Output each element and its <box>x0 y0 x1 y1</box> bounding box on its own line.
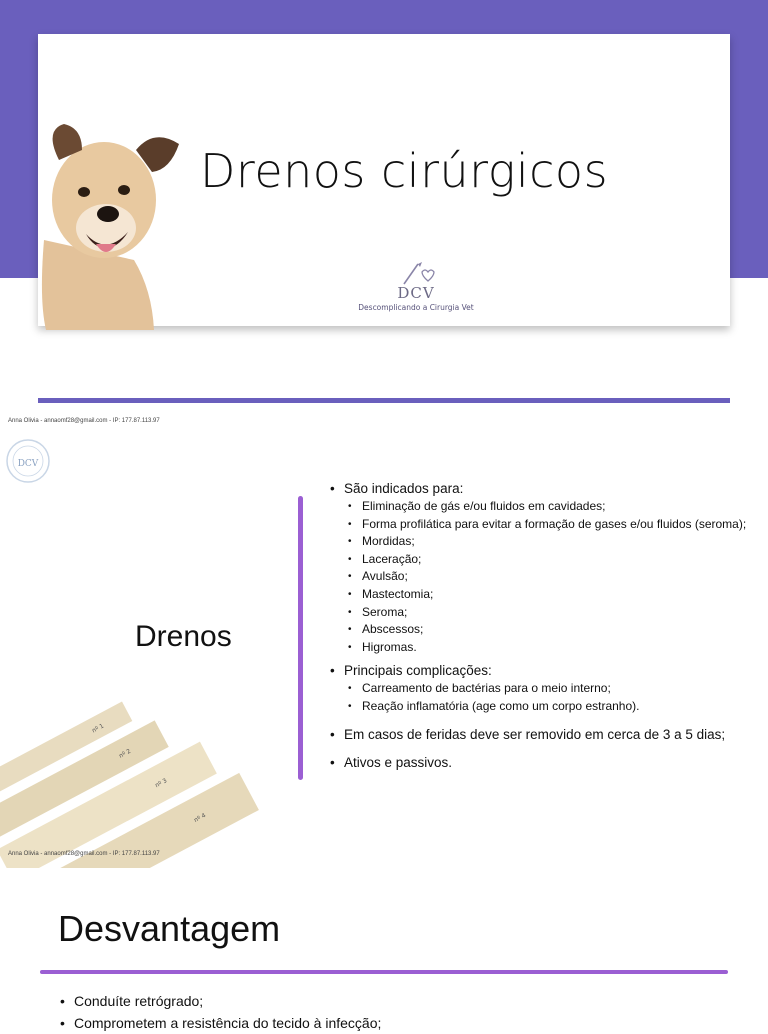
watermark-top: Anna Olivia - annaomf28@gmail.com - IP: 177.87.113.97 <box>8 418 160 424</box>
sub-bullet: • Higromas. <box>328 639 758 657</box>
bullet-indications: • São indicados para: <box>328 480 758 498</box>
sub-bullet: • Abscessos; <box>328 621 758 639</box>
sub-bullet: • Eliminação de gás e/ou fluidos em cavidades; <box>328 498 758 516</box>
accent-underline <box>40 970 728 974</box>
scalpel-heart-icon <box>396 260 436 286</box>
sub-bullet: • Carreamento de bactérias para o meio interno; <box>328 680 758 698</box>
desvantagem-bullet-list <box>58 990 738 1034</box>
bullet-types: • Ativos e passivos. <box>328 754 758 772</box>
drain-label-3: nº 3 <box>154 777 169 790</box>
drenos-bullet-list <box>328 480 758 772</box>
bullet-complications: • Principais complicações: <box>328 662 758 680</box>
logo-tagline: Descomplicando a Cirurgia Vet <box>358 303 474 312</box>
sub-bullet: • Seroma; <box>328 604 758 622</box>
title-card <box>38 34 730 326</box>
desvantagem-heading: Desvantagem <box>58 908 281 949</box>
sub-bullet: • Laceração; <box>328 551 758 569</box>
bullet-removal: • Em casos de feridas deve ser removido em cerca de 3 a 5 dias; <box>328 726 758 744</box>
bullet-item: • Conduíte retrógrado; <box>58 990 738 1012</box>
drain-label-4: nº 4 <box>192 812 208 825</box>
sub-bullet: • Reação inflamatória (age como um corpo estranho). <box>328 698 758 716</box>
dcv-stamp-icon <box>5 438 51 484</box>
slide-divider <box>38 398 730 403</box>
slide-desvantagem <box>0 868 768 1031</box>
logo-letters: DCV <box>397 284 435 302</box>
stamp-letters: DCV <box>17 459 39 469</box>
sub-bullet: • Mastectomia; <box>328 586 758 604</box>
bullet-item: • Comprometem a resistência do tecido à infecção; <box>58 1012 738 1034</box>
sub-bullet: • Mordidas; <box>328 533 758 551</box>
drenos-heading: Drenos <box>135 620 232 653</box>
dcv-logo <box>346 260 486 320</box>
slide-title <box>0 0 768 405</box>
slide-drenos <box>0 408 768 866</box>
accent-vertical-line <box>298 496 303 780</box>
drain-strips-photo <box>0 698 208 866</box>
dog-photo <box>34 110 184 330</box>
watermark-bottom: Anna Olivia - annaomf28@gmail.com - IP: 177.87.113.97 <box>8 851 160 857</box>
sub-bullet: • Forma profilática para evitar a formação de gases e/ou fluidos (seroma); <box>328 516 758 534</box>
sub-bullet: • Avulsão; <box>328 568 758 586</box>
drain-label-1: nº 1 <box>90 722 106 735</box>
drain-label-2: nº 2 <box>117 747 133 760</box>
slide-title-text: Drenos cirúrgicos <box>200 144 609 198</box>
